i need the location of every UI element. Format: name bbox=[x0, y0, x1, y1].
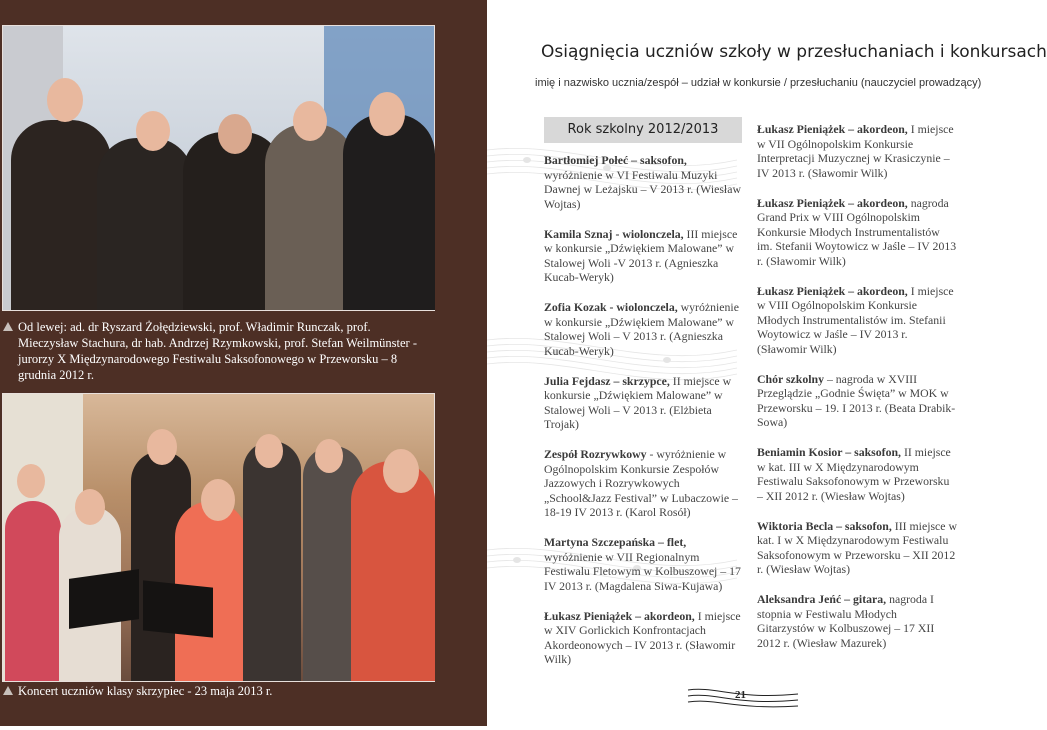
page-number: 21 bbox=[735, 689, 746, 701]
violin-concert-photo bbox=[2, 393, 435, 682]
achievement-entry: Łukasz Pieniążek – akordeon, nagroda Grand Prix w VIII Ogólnopolskim Konkursie Młodych Instrumentalistów im. Stefanii Woytowicz w Jaśle – IV 2013 r. (Sławomir Wilk) bbox=[757, 195, 957, 268]
caption-marker-icon bbox=[3, 322, 13, 331]
achievement-entry: Zofia Kozak - wiolonczela, wyróżnienie w konkursie „Dźwiękiem Malowane” w Stalowej Woli – V 2013 r. (Agnieszka Kucab-Weryk) bbox=[544, 300, 739, 358]
bottom-photo-caption: Koncert uczniów klasy skrzypiec - 23 maja 2013 r. bbox=[18, 684, 273, 698]
page-title: Osiągnięcia uczniów szkoły w przesłuchaniach i konkursach bbox=[541, 42, 1047, 62]
achievement-entry: Zespół Rozrywkowy - wyróżnienie w Ogólnopolskim Konkursie Zespołów Jazzowych i Rozrywkowych „School&Jazz Festival” w Lubaczowie – 18-19 IV 2013 r. (Karol Rosół) bbox=[544, 447, 738, 519]
achievement-entry: Łukasz Pieniążek – akordeon, I miejsce w VIII Ogólnopolskim Konkursie Młodych Instrumentalistów im. Stefanii Woytowicz w Jaśle – IV 2013 r. (Sławomir Wilk) bbox=[757, 283, 954, 356]
achievement-entry: Bartłomiej Połeć – saksofon, wyróżnienie w VI Festiwalu Muzyki Dawnej w Leżajsku – V 2013 r. (Wiesław Wojtas) bbox=[544, 153, 741, 211]
achievement-entry: Łukasz Pieniążek – akordeon, I miejsce w VII Ogólnopolskim Konkursie Interpretacji Muzycznej w Krasiczynie – IV 2013 r. (Sławomir Wilk) bbox=[757, 122, 954, 180]
achievements-column-1 bbox=[544, 153, 744, 682]
achievements-column-2 bbox=[757, 122, 957, 666]
achievement-entry: Wiktoria Becla – saksofon, III miejsce w kat. I w X Międzynarodowym Festiwalu Saksofonowym w Przeworsku – XII 2012 r. (Wiesław Wojtas) bbox=[757, 518, 957, 576]
achievement-entry: Beniamin Kosior – saksofon, II miejsce w kat. III w X Międzynarodowym Festiwalu Saksofonowym w Przeworsku – XII 2012 r. (Wiesław Wojtas) bbox=[757, 445, 951, 503]
achievement-entry: Kamila Sznaj - wiolonczela, III miejsce w konkursie „Dźwiękiem Malowane” w Stalowej Woli -V 2013 r. (Agnieszka Kucab-Weryk) bbox=[544, 226, 738, 284]
page-subtitle: imię i nazwisko ucznia/zespół – udział w konkursie / przesłuchaniu (nauczyciel prowadzący) bbox=[535, 77, 982, 89]
top-photo-caption: Od lewej: ad. dr Ryszard Żołędziewski, prof. Władimir Runczak, prof. Mieczysław Stachura, dr hab. Andrzej Rzymkowski, prof. Stefan Weilmünster - jurorzy X Międzynarodowego Festiwalu Saksofonowego w Przeworsku – 8 grudnia 2012 r. bbox=[18, 320, 418, 382]
school-year-header: Rok szkolny 2012/2013 bbox=[544, 117, 742, 143]
jury-group-photo bbox=[2, 25, 435, 311]
caption-marker-icon bbox=[3, 686, 13, 695]
achievement-entry: Aleksandra Jeńć – gitara, nagroda I stopnia w Festiwalu Młodych Gitarzystów w Kolbuszowej – 17 XII 2012 r. (Wiesław Mazurek) bbox=[757, 592, 935, 650]
achievement-entry: Martyna Szczepańska – flet, wyróżnienie w VII Regionalnym Festiwalu Fletowym w Kolbuszowej – 17 IV 2013 r. (Magdalena Siwa-Kujawa) bbox=[544, 535, 741, 593]
achievement-entry: Julia Fejdasz – skrzypce, II miejsce w konkursie „Dźwiękiem Malowane” w Stalowej Woli – V 2013 r. (Elżbieta Trojak) bbox=[544, 373, 732, 431]
achievement-entry: Łukasz Pieniążek – akordeon, I miejsce w XIV Gorlickich Konfrontacjach Akordeonowych – IV 2013 r. (Sławomir Wilk) bbox=[544, 608, 741, 666]
achievement-entry: Chór szkolny – nagroda w XVIII Przeglądzie „Godnie Święta” w MOK w Przeworsku – 19. I 2013 r. (Beata Drabik-Sowa) bbox=[757, 371, 956, 429]
